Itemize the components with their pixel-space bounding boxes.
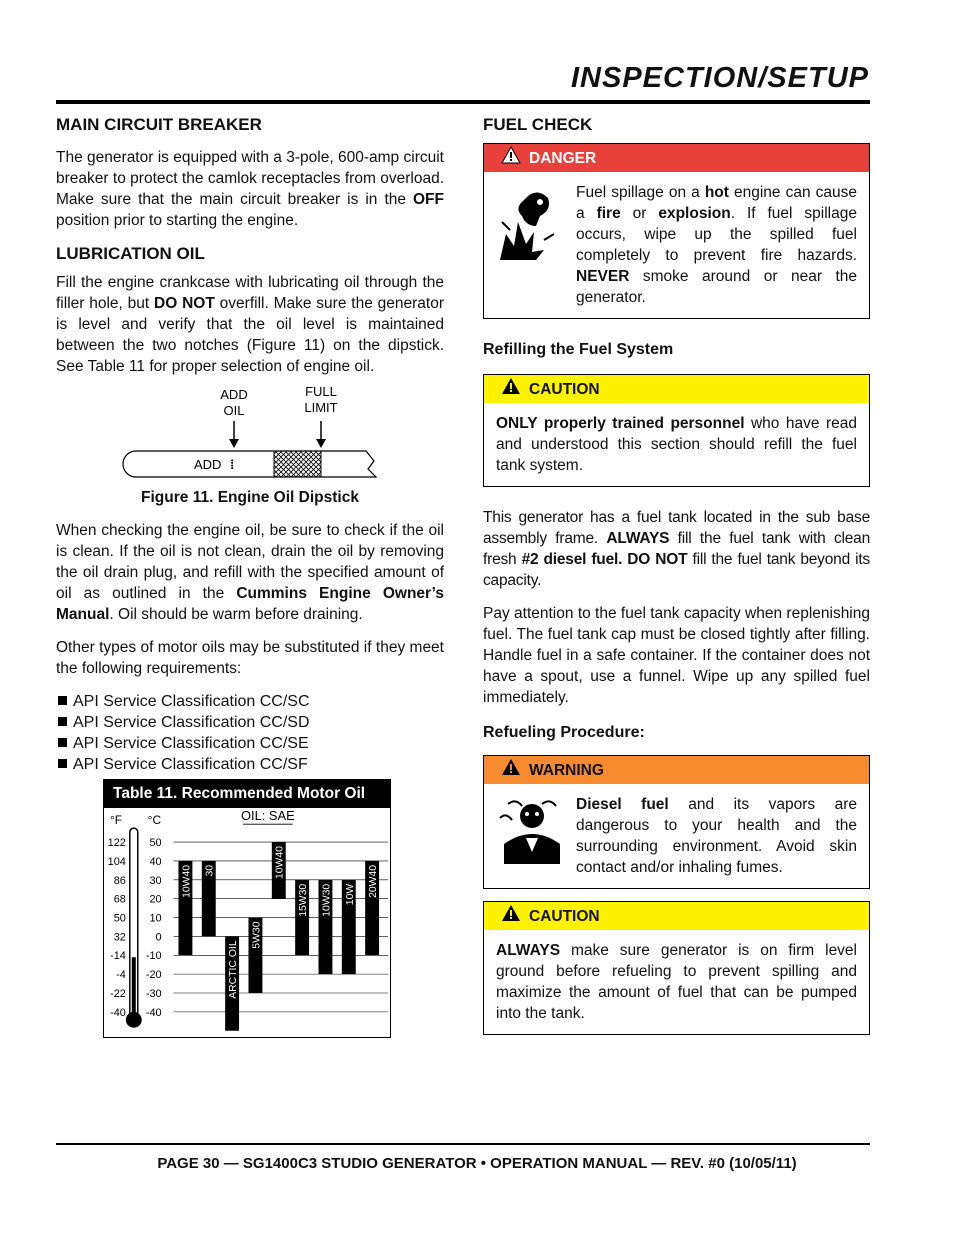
caution-box-1	[483, 374, 870, 487]
oil-chart	[103, 808, 391, 1038]
dip-add-label: ADD	[194, 457, 222, 472]
caution-header	[484, 375, 869, 403]
celsius-tick: -20	[145, 969, 162, 982]
oil-bar-label: ARCTIC OIL	[228, 940, 240, 999]
caution-text: ONLY properly trained personnel who have read and understood this section should refill the fuel tank system.	[496, 415, 857, 474]
left-column	[56, 114, 444, 1038]
celsius-tick: 50	[149, 837, 162, 850]
motor-oil-table	[103, 779, 391, 1038]
fahrenheit-tick: -22	[110, 987, 126, 1000]
caution-label: CAUTION	[529, 907, 600, 925]
celsius-tick: 20	[149, 893, 162, 906]
warning-header	[484, 756, 869, 784]
right-column	[483, 114, 870, 1055]
celsius-tick: -30	[145, 987, 162, 1000]
celsius-tick: -10	[145, 950, 162, 963]
dip-full-label-2: LIMIT	[304, 400, 338, 415]
caution-box-2	[483, 901, 870, 1035]
celsius-tick: 40	[149, 855, 162, 868]
dipstick-figure	[56, 377, 444, 487]
warning-label: WARNING	[529, 761, 604, 779]
lubrication-text: Fill the engine crankcase with lubricating oil through the filler hole, but DO NOT overfill. Make sure the generator is level and verify that the oil level is maintained between the two notches (Figure 11) on the dipstick. See Table 11 for proper selection of engine oil.	[56, 274, 444, 375]
warning-triangle-icon	[501, 904, 521, 928]
fuel-check-heading: FUEL CHECK	[483, 115, 593, 134]
warning-triangle-icon	[501, 377, 521, 401]
celsius-tick: 0	[155, 931, 162, 944]
fahrenheit-tick: 104	[107, 855, 126, 868]
oil-bar-label: 10W30	[321, 883, 333, 917]
footer-rule	[56, 1143, 870, 1145]
list-item: API Service Classification CC/SF	[56, 754, 444, 775]
oil-bar-label: 5W30	[251, 921, 263, 949]
fahrenheit-tick: -4	[116, 969, 126, 982]
header-rule	[56, 100, 870, 104]
figure-caption: Figure 11. Engine Oil Dipstick	[141, 489, 359, 506]
main-breaker-text: The generator is equipped with a 3-pole, 600-amp circuit breaker to protect the camlok receptacles from overload. Make sure that the main circuit breaker is in the OFF position prior to starting the engine.	[56, 149, 444, 229]
oil-bar-label: 10W40	[274, 846, 286, 880]
fuel-tank-text: This generator has a fuel tank located in the sub base assembly frame. ALWAYS fill the fuel tank with clean fresh #2 diesel fuel. DO NOT fill the fuel tank beyond its capacity.	[483, 509, 870, 589]
api-list	[56, 691, 444, 775]
oil-substitute-text: Other types of motor oils may be substituted if they meet the following requirements:	[56, 639, 444, 677]
fuel-capacity-text: Pay attention to the fuel tank capacity when replenishing fuel. The fuel tank cap must be closed tightly after filling. Handle fuel in a safe container. If the container does not have a spout, use a funnel. Wipe up any spilled fuel immediately.	[483, 605, 870, 706]
oil-bar-label: 15W30	[298, 883, 310, 917]
caution-text: ALWAYS make sure generator is on firm level ground before refueling to prevent spilling and maximize the amount of fuel that can be pumped into the tank.	[496, 942, 857, 1022]
danger-label: DANGER	[529, 149, 597, 167]
warning-box	[483, 755, 870, 889]
celsius-tick: 30	[149, 874, 162, 887]
oil-check-text: When checking the engine oil, be sure to check if the oil is clean. If the oil is not clean, drain the oil by removing the oil drain plug, and refill with the specified amount of oil as outlined in the Cummins Engine Owner’s Manual. Oil should be warm before draining.	[56, 522, 444, 623]
fahrenheit-tick: -14	[110, 950, 126, 963]
main-breaker-heading: MAIN CIRCUIT BREAKER	[56, 115, 262, 134]
fahrenheit-label: °F	[109, 813, 123, 828]
dipstick-icon	[123, 451, 376, 477]
dip-add-oil-label-1: ADD	[220, 387, 248, 402]
page-title: INSPECTION/SETUP	[571, 62, 869, 94]
celsius-label: °C	[147, 813, 162, 828]
fahrenheit-tick: 50	[113, 912, 126, 925]
svg-text:⁞: ⁞	[230, 457, 235, 472]
table-title: Table 11. Recommended Motor Oil	[103, 779, 391, 808]
fahrenheit-tick: 32	[113, 931, 126, 944]
dip-add-oil-label-2: OIL	[223, 403, 245, 418]
dip-full-label-1: FULL	[305, 384, 337, 399]
fahrenheit-tick: 122	[107, 837, 126, 850]
fahrenheit-tick: -40	[110, 1006, 126, 1019]
oil-bar-label: 20W40	[368, 864, 380, 898]
page-footer: PAGE 30 — SG1400C3 STUDIO GENERATOR • OPERATION MANUAL — REV. #0 (10/05/11)	[157, 1155, 797, 1172]
caution-header	[484, 902, 869, 930]
refueling-heading: Refueling Procedure:	[483, 724, 645, 741]
refilling-heading: Refilling the Fuel System	[483, 341, 674, 358]
oil-sae-label: OIL: SAE	[240, 808, 295, 824]
celsius-tick: 10	[149, 912, 162, 925]
danger-text: Fuel spillage on a hot engine can cause a fire or explosion. If fuel spillage occurs, wipe up the spilled fuel completely to prevent fire hazards. NEVER smoke around or near the generator.	[576, 184, 857, 306]
list-item: API Service Classification CC/SC	[56, 691, 444, 712]
list-item: API Service Classification CC/SD	[56, 712, 444, 733]
warning-text: Diesel fuel and its vapors are dangerous to your health and the surrounding environment. Avoid skin contact and/or inhaling fumes.	[576, 796, 858, 876]
oil-bar-label: 10W	[344, 883, 356, 906]
warning-triangle-icon	[501, 146, 521, 170]
list-item: API Service Classification CC/SE	[56, 733, 444, 754]
fahrenheit-tick: 86	[113, 874, 126, 887]
explosion-icon	[496, 182, 576, 308]
danger-box	[483, 143, 870, 319]
danger-header	[484, 144, 869, 172]
warning-triangle-icon	[501, 758, 521, 782]
oil-bar-label: 10W40	[181, 864, 193, 898]
lubrication-heading: LUBRICATION OIL	[56, 244, 205, 263]
oil-bar-label: 30	[204, 864, 216, 877]
celsius-tick: -40	[145, 1006, 162, 1019]
toxic-fumes-icon	[496, 794, 576, 878]
fahrenheit-tick: 68	[113, 893, 126, 906]
caution-label: CAUTION	[529, 380, 600, 398]
